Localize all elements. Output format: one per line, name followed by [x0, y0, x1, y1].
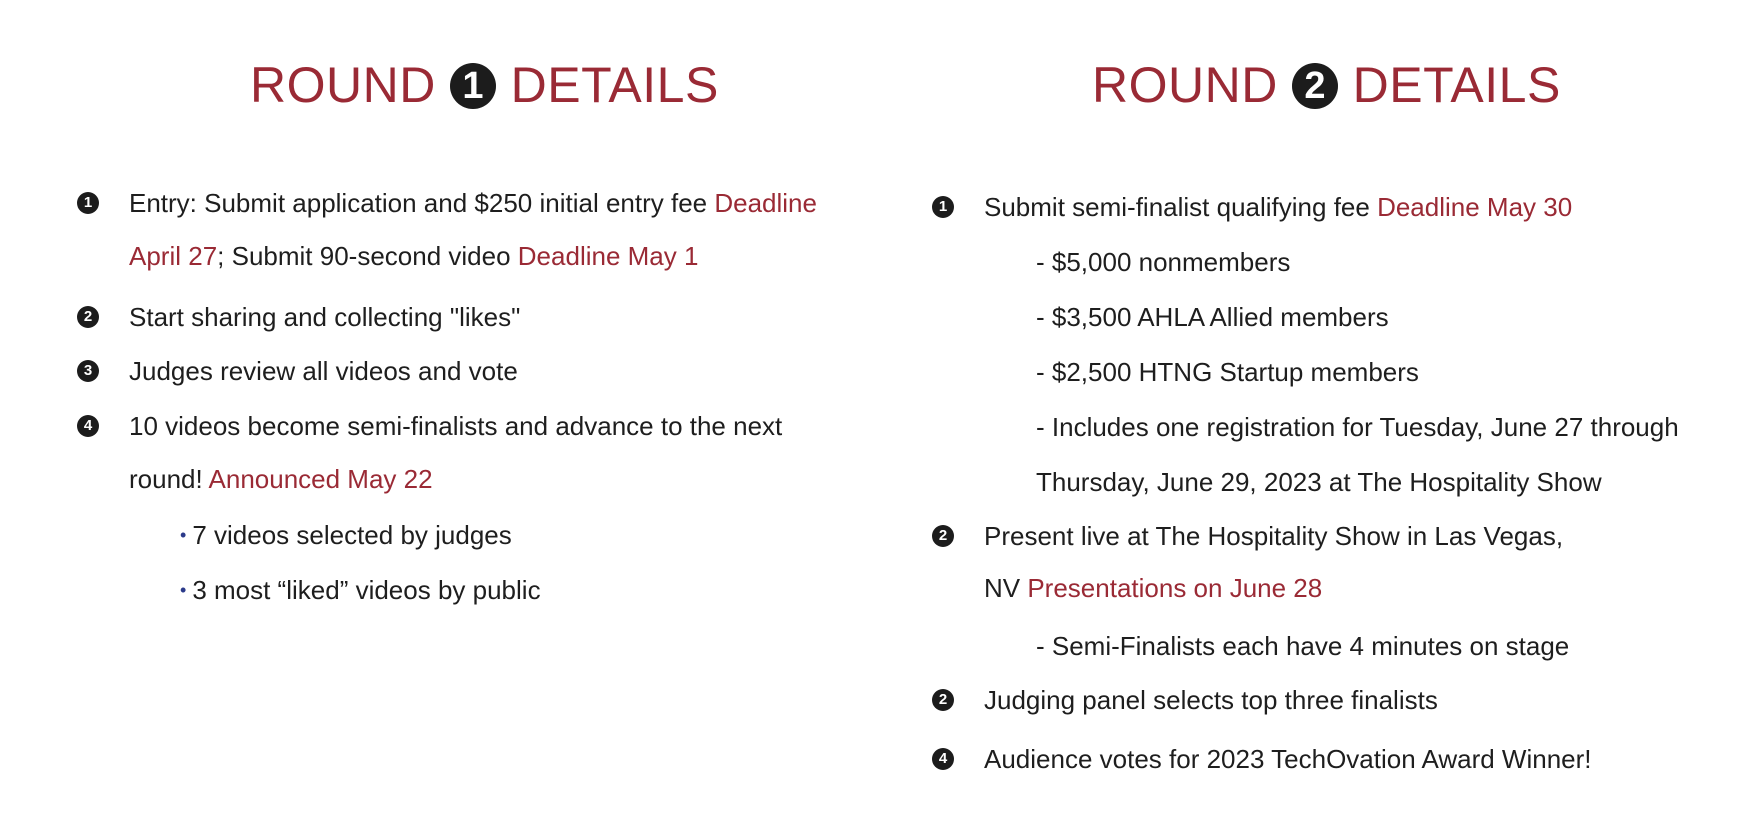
deadline-text: Deadline May 30 [1377, 192, 1573, 222]
round-1-item-sharing: Start sharing and collecting "likes" [129, 302, 521, 332]
round-1-subitem: • 7 videos selected by judges [180, 520, 512, 550]
round-2-item-judging: Judging panel selects top three finalists [984, 685, 1438, 715]
fee-line: Thursday, June 29, 2023 at The Hospitality Show [1036, 467, 1602, 497]
fee-line: - Includes one registration for Tuesday, June 27 through [1036, 412, 1679, 442]
number-bullet: 2 [932, 525, 954, 547]
number-bullet: 2 [932, 689, 954, 711]
heading-word: ROUND [250, 57, 436, 113]
bullet-dot-icon: • [180, 580, 187, 600]
heading-word: DETAILS [1352, 57, 1561, 113]
round-1-item-judges: Judges review all videos and vote [129, 356, 518, 386]
deadline-text: Deadline May 1 [517, 241, 699, 271]
fee-line: - $2,500 HTNG Startup members [1036, 357, 1419, 387]
announcement-date: Announced May 22 [208, 464, 433, 494]
number-bullet: 4 [77, 415, 99, 437]
number-bullet: 3 [77, 360, 99, 382]
number-bullet: 1 [77, 192, 99, 214]
number-bullet: 1 [932, 196, 954, 218]
fee-line: - $3,500 AHLA Allied members [1036, 302, 1389, 332]
round-number-badge: 1 [450, 63, 496, 109]
heading-word: DETAILS [510, 57, 719, 113]
deadline-text: Deadline April 27 [129, 188, 817, 271]
round-1-subitem: • 3 most “liked” videos by public [180, 575, 541, 605]
round-2-item-fee: Submit semi-finalist qualifying fee Deadline May 30 [984, 192, 1573, 222]
round-2-heading [1092, 55, 1561, 115]
round-2-item-present-cont: NV Presentations on June 28 [984, 573, 1323, 603]
round-1-item-semifinalists: 10 videos become semi-finalists and advance to the next round! Announced May 22 [129, 411, 783, 494]
number-bullet: 4 [932, 748, 954, 770]
number-bullet: 2 [77, 306, 99, 328]
stage-time-line: - Semi-Finalists each have 4 minutes on stage [1036, 631, 1570, 661]
round-2-item-present: Present live at The Hospitality Show in Las Vegas, [984, 521, 1564, 551]
round-1-heading [250, 55, 719, 115]
heading-word: ROUND [1092, 57, 1278, 113]
bullet-dot-icon: • [180, 525, 187, 545]
presentation-date: Presentations on June 28 [1027, 573, 1323, 603]
fee-line: - $5,000 nonmembers [1036, 247, 1291, 277]
round-number-badge: 2 [1292, 63, 1338, 109]
round-2-item-audience: Audience votes for 2023 TechOvation Award Winner! [984, 744, 1592, 774]
round-1-item-entry: Entry: Submit application and $250 initial entry fee Deadline April 27; Submit 90-second video Deadline May 1 [129, 188, 817, 271]
